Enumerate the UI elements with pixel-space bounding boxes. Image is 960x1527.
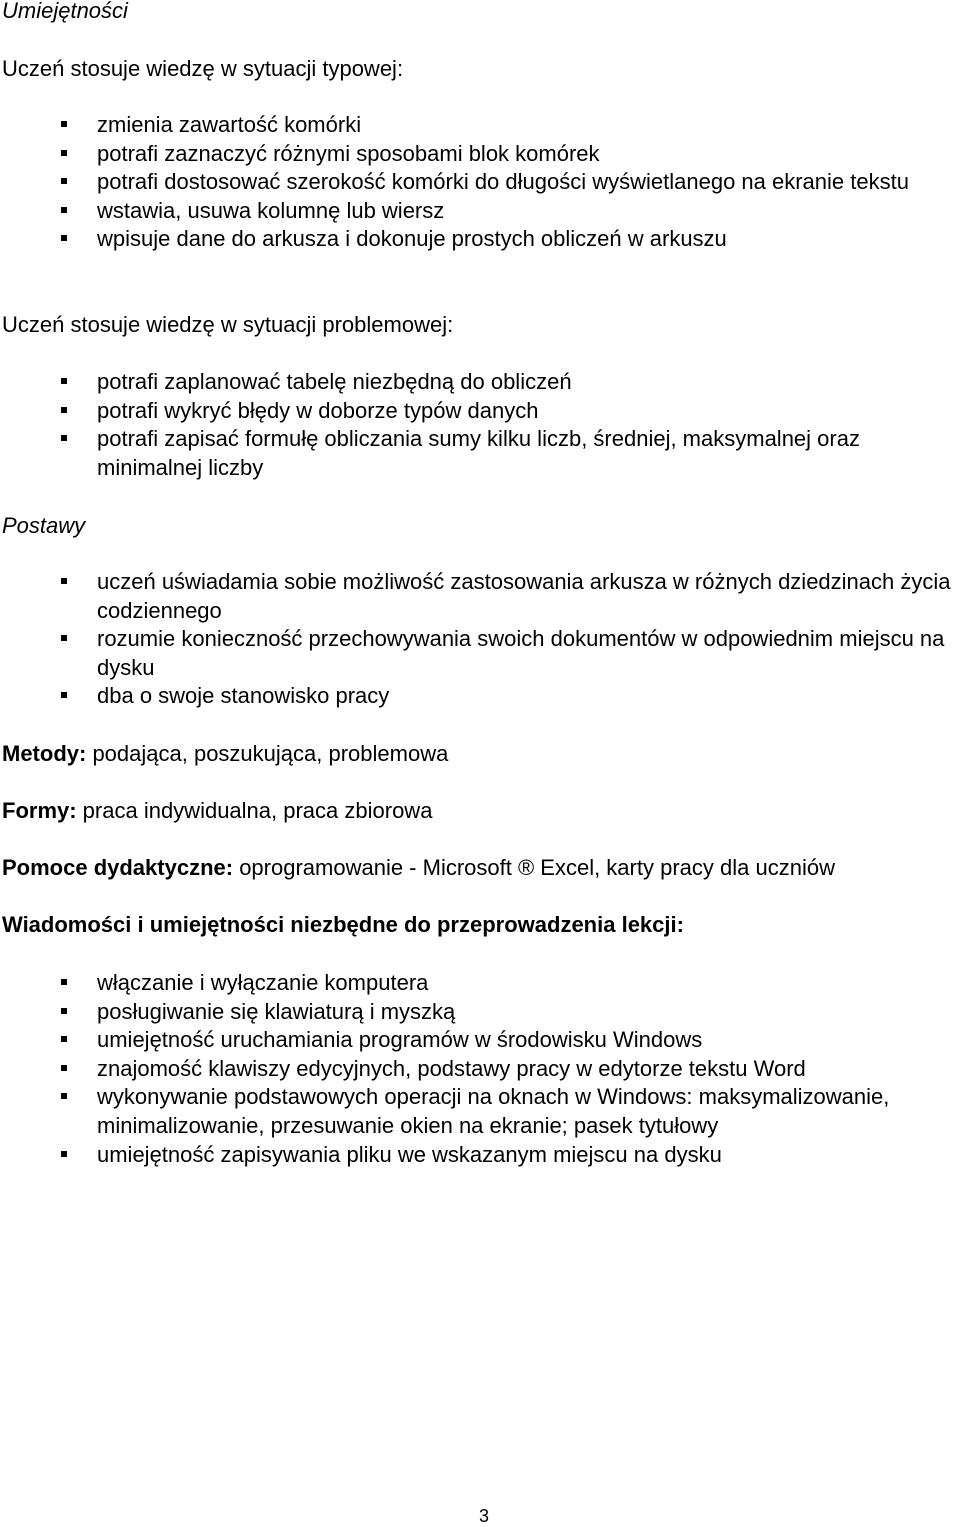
heading-wiadomosci: Wiadomości i umiejętności niezbędne do przeprowadzenia lekcji: [2, 912, 684, 937]
pomoce-label: Pomoce dydaktyczne: [2, 855, 234, 880]
list-item: wstawia, usuwa kolumnę lub wiersz [0, 197, 960, 226]
pomoce-value: oprogramowanie - Microsoft ® Excel, karty pracy dla uczniów [233, 855, 835, 880]
list-item: potrafi zaplanować tabelę niezbędną do obliczeń [0, 368, 960, 397]
list-item: potrafi wykryć błędy w doborze typów danych [0, 397, 960, 426]
metody-value: podająca, poszukująca, problemowa [86, 741, 449, 766]
page-number: 3 [479, 1506, 490, 1526]
intro-problemowa: Uczeń stosuje wiedzę w sytuacji problemowej: [2, 312, 454, 337]
list-item: uczeń uświadamia sobie możliwość zastosowania arkusza w różnych dziedzinach życia codziennego [0, 568, 960, 625]
list-item: umiejętność zapisywania pliku we wskazanym miejscu na dysku [0, 1141, 960, 1170]
heading-umiejetnosci: Umiejętności [2, 0, 128, 23]
list-item: rozumie konieczność przechowywania swoich dokumentów w odpowiednim miejscu na dysku [0, 625, 960, 682]
list-postawy [0, 568, 960, 711]
metody-line [2, 740, 448, 768]
heading-postawy: Postawy [2, 513, 86, 538]
list-wiadomosci [0, 969, 960, 1169]
list-item: potrafi zaznaczyć różnymi sposobami blok komórek [0, 140, 960, 169]
list-item: wpisuje dane do arkusza i dokonuje prostych obliczeń w arkuszu [0, 225, 960, 254]
pomoce-line [2, 854, 835, 882]
list-item: dba o swoje stanowisko pracy [0, 682, 960, 711]
formy-line [2, 797, 432, 825]
formy-label: Formy: [2, 798, 77, 823]
intro-typowa: Uczeń stosuje wiedzę w sytuacji typowej: [2, 56, 404, 81]
list-item: potrafi zapisać formułę obliczania sumy kilku liczb, średniej, maksymalnej oraz minimalnej liczby [0, 425, 960, 482]
list-typowa [0, 111, 960, 254]
formy-value: praca indywidualna, praca zbiorowa [76, 798, 433, 823]
metody-label: Metody: [2, 741, 87, 766]
list-item: zmienia zawartość komórki [0, 111, 960, 140]
list-item: wykonywanie podstawowych operacji na oknach w Windows: maksymalizowanie, minimalizowanie, przesuwanie okien na ekranie; pasek tytułowy [0, 1083, 960, 1140]
list-item: znajomość klawiszy edycyjnych, podstawy pracy w edytorze tekstu Word [0, 1055, 960, 1084]
list-item: umiejętność uruchamiania programów w środowisku Windows [0, 1026, 960, 1055]
list-item: posługiwanie się klawiaturą i myszką [0, 998, 960, 1027]
list-item: włączanie i wyłączanie komputera [0, 969, 960, 998]
list-item: potrafi dostosować szerokość komórki do długości wyświetlanego na ekranie tekstu [0, 168, 960, 197]
list-problemowa [0, 368, 960, 482]
